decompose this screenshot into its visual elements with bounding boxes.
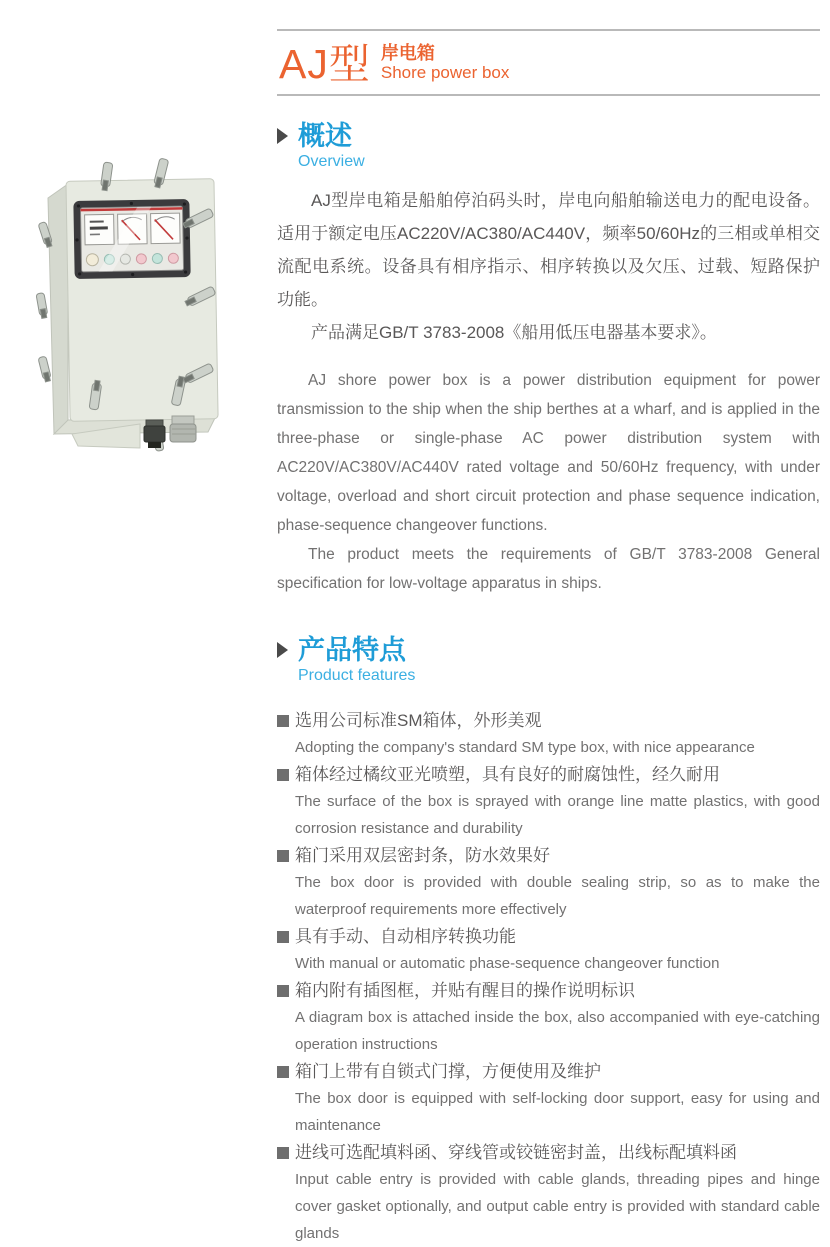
feature-item [277, 1139, 820, 1247]
feature-item [277, 1058, 820, 1139]
square-bullet-icon [277, 769, 289, 781]
features-heading-zh: 产品特点 [298, 635, 406, 665]
square-bullet-icon [277, 1066, 289, 1078]
square-bullet-icon [277, 850, 289, 862]
analog-meter-3 [151, 213, 181, 244]
features-list [277, 707, 820, 1247]
feature-text-zh: 进线可选配填料函、穿线管或铰链密封盖，出线标配填料函 [295, 1143, 737, 1162]
overview-heading-en: Overview [298, 153, 365, 170]
feature-item [277, 977, 820, 1058]
shore-power-box-illustration [12, 158, 252, 458]
overview-heading-zh: 概述 [298, 121, 352, 151]
analog-meter-1 [85, 214, 115, 245]
right-triangle-icon [277, 642, 288, 658]
feature-item [277, 707, 820, 761]
product-photo [12, 158, 252, 458]
box-side-panel [48, 184, 68, 434]
feature-text-en: Adopting the company's standard SM type box, with nice appearance [295, 739, 755, 756]
features-heading-en: Product features [298, 667, 416, 684]
feature-text-zh: 选用公司标准SM箱体，外形美观 [295, 711, 542, 730]
square-bullet-icon [277, 1147, 289, 1159]
square-bullet-icon [277, 715, 289, 727]
overview-paragraph-zh-2: 产品满足GB/T 3783-2008《船用低压电器基本要求》。 [311, 323, 717, 342]
product-model: AJ型 [279, 41, 371, 87]
product-name-zh: 岸电箱 [380, 43, 435, 63]
product-name-en: Shore power box [380, 63, 510, 82]
title-bottom-rule [277, 94, 820, 96]
feature-text-en: The surface of the box is sprayed with orange line matte plastics, with good corrosion resistance and durability [295, 793, 820, 837]
feature-text-zh: 箱内附有插图框，并贴有醒目的操作说明标识 [295, 981, 635, 1000]
overview-paragraph-en-1: AJ shore power box is a power distribution equipment for power transmission to the ship when the ship berthes at a wharf, and is applied in the three-phase or single-phase AC power distribution system with AC220V/AC380V/AC440V rated voltage and 50/60Hz frequency, with under voltage, overload and short circuit protection and phase sequence indication, phase-sequence changeover functions. [277, 372, 820, 534]
feature-text-zh: 箱门上带有自锁式门撑，方便使用及维护 [295, 1062, 601, 1081]
features-heading [277, 635, 820, 686]
overview-paragraph-en-2: The product meets the requirements of GB/T 3783-2008 General specification for low-voltage apparatus in ships. [277, 546, 820, 592]
feature-item [277, 842, 820, 923]
feature-text-en: The box door is provided with double sealing strip, so as to make the waterproof requirements more effectively [295, 874, 820, 918]
feature-text-en: Input cable entry is provided with cable glands, threading pipes and hinge cover gasket optionally, and output cable entry is provided with standard cable glands [295, 1171, 820, 1242]
meter-window [73, 199, 190, 279]
feature-text-zh: 箱体经过橘纹亚光喷塑，具有良好的耐腐蚀性，经久耐用 [295, 765, 720, 784]
overview-section [277, 121, 820, 598]
square-bullet-icon [277, 985, 289, 997]
feature-item [277, 761, 820, 842]
cable-gland-metal [170, 416, 196, 442]
right-triangle-icon [277, 128, 288, 144]
feature-text-en: A diagram box is attached inside the box, also accompanied with eye-catching operation instructions [295, 1009, 820, 1053]
feature-text-zh: 箱门采用双层密封条，防水效果好 [295, 846, 550, 865]
feature-text-en: With manual or automatic phase-sequence changeover function [295, 955, 720, 972]
overview-paragraph-zh-1: AJ型岸电箱是船舶停泊码头时，岸电向船舶输送电力的配电设备。适用于额定电压AC220V/AC380/AC440V，频率50/60Hz的三相或单相交流配电系统。设备具有相序指示、相序转换以及欠压、过载、短路保护功能。 [277, 191, 820, 309]
page-title [277, 31, 820, 94]
square-bullet-icon [277, 931, 289, 943]
features-section [277, 635, 820, 1247]
feature-text-zh: 具有手动、自动相序转换功能 [295, 927, 516, 946]
overview-heading [277, 121, 820, 172]
content-column [277, 0, 820, 1247]
feature-item [277, 923, 820, 977]
feature-text-en: The box door is equipped with self-locking door support, easy for using and maintenance [295, 1090, 820, 1134]
